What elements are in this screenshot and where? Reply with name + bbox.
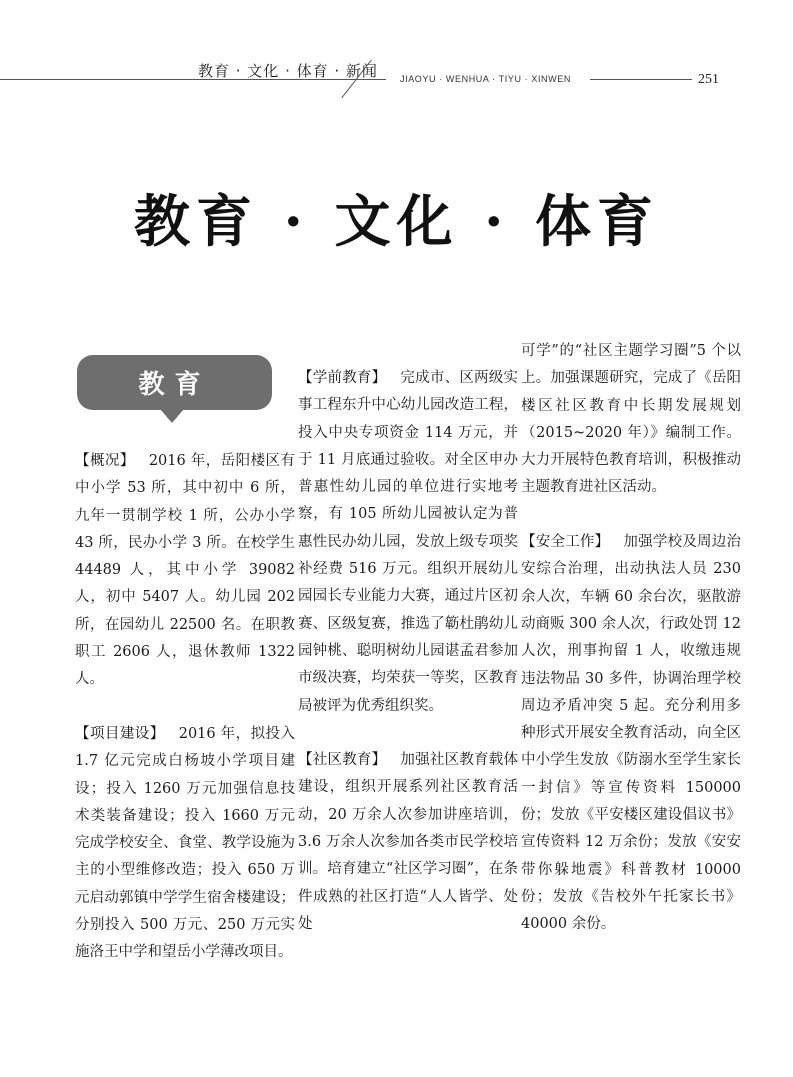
section-badge	[77, 355, 272, 410]
paragraph-heading: 【安全工作】	[521, 534, 610, 551]
paragraph-overview	[75, 448, 295, 694]
article-column-1	[75, 448, 295, 994]
page-number: 251	[698, 72, 719, 87]
chapter-title: 教育 · 文化 · 体育	[134, 189, 659, 255]
header-rule-right	[590, 79, 692, 80]
paragraph-preschool-education	[298, 365, 518, 720]
section-badge-label: 教育	[138, 370, 211, 400]
paragraph-heading: 【项目建设】	[75, 725, 165, 742]
paragraph-heading: 【社区教育】	[298, 752, 387, 769]
paragraph-heading: 【学前教育】	[298, 370, 387, 386]
article-column-3	[521, 338, 741, 966]
paragraph-body: 加强学校及周边治安综合治理，出动执法人员 230 余人次，车辆 60 余台次，驱散游动商贩 300 余人次，行政处罚 12 人次，刑事拘留 1 人，收缴违规违法物品 30 多件，协调治理学校周边矛盾冲突 5 起。充分利用多种形式开展安全教育活动，向全区中小学生发放《防溺水至学生家长一封信》等宣传资料 150000 份；发放《平安楼区建设倡议书》宣传资料 12 万余份；发放《安安带你躲地震》科普教材 10000 份；发放《告校外午托家长书》40000 余份。	[521, 534, 742, 933]
running-header	[0, 0, 793, 100]
section-badge-pointer	[160, 409, 184, 423]
article-column-2	[298, 365, 518, 966]
paragraph-community-education-continued	[521, 338, 741, 502]
paragraph-body: 加强社区教育载体建设，组织开展系列社区教育活动，20 万余人次参加讲座培训，3.6 万余人次参加各类市民学校培训。培育建立“社区学习圈”，在条件成熟的社区打造“人人皆学、处处	[298, 752, 519, 932]
paragraph-body: 完成市、区两级实事工程东升中心幼儿园改造工程，投入中央专项资金 114 万元，并于 11 月底通过验收。对全区申办普惠性幼儿园的单位进行实地考察，有 105 所幼儿园被认定为普惠性民办幼儿园，发放上级专项奖补经费 516 万元。组织开展幼儿园园长专业能力大赛，通过片区初赛、区级复赛，推选了簕杜鹃幼儿园钟桃、聪明树幼儿园谌孟君参加市级决赛，均荣获一等奖，区教育局被评为优秀组织奖。	[298, 370, 519, 714]
paragraph-safety-work	[521, 529, 741, 938]
paragraph-body: 2016 年，岳阳楼区有中小学 53 所，其中初中 6 所，九年一贯制学校 1 所，公办小学 43 所，民办小学 3 所。在校学生 44489 人，其中小学 39082 人，初中 5407 人。幼儿园 202 所，在园幼儿 22500 名。在职教职工 2606 人，退休教师 1322 人。	[75, 453, 295, 688]
paragraph-community-education	[298, 747, 518, 938]
paragraph-body: 可学”的“社区主题学习圈”5 个以上。加强课题研究，完成了《岳阳楼区社区教育中长期发展规划（2015~2020 年）》编制工作。大力开展特色教育培训，积极推动主题教育进社区活动。	[521, 343, 741, 496]
paragraph-body: 2016 年，拟投入 1.7 亿元完成白杨坡小学项目建设；投入 1260 万元加强信息技术类装备建设；投入 1660 万元完成学校安全、食堂、教学设施为主的小型维修改造；投入 650 万元启动郭镇中学学生宿舍楼建设；分别投入 500 万元、250 万元实施洛王中学和望岳小学薄改项目。	[75, 725, 295, 961]
paragraph-project-construction	[75, 721, 295, 967]
header-pinyin: JIAOYU · WENHUA · TIYU · XINWEN	[400, 74, 571, 84]
header-title: 教育 · 文化 · 体育 · 新闻	[198, 62, 378, 80]
paragraph-heading: 【概况】	[75, 453, 135, 469]
